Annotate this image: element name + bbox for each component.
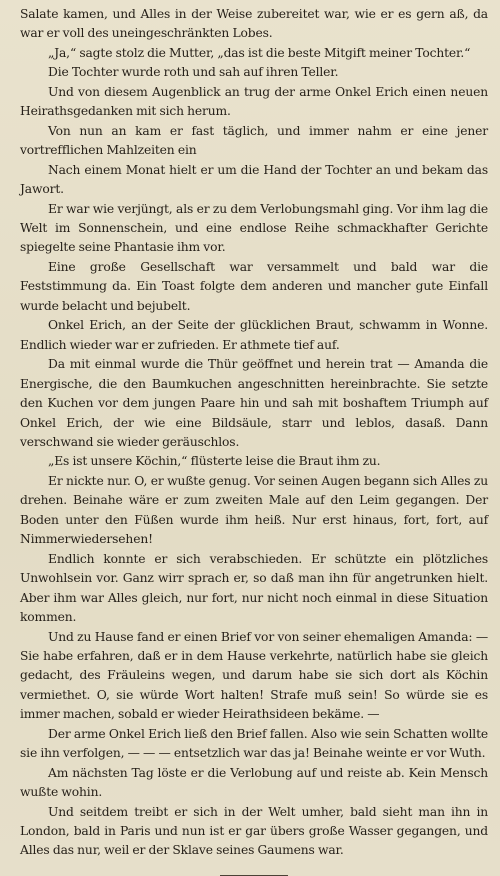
article-paragraph: Und von diesem Augenblick an trug der arme Onkel Erich einen neuen Heirathsgedanken mit sich herum. — [20, 84, 488, 119]
article-paragraph: Er war wie verjüngt, als er zu dem Verlobungsmahl ging. Vor ihm lag die Welt im Sonnenschein, und eine endlose Reihe schmackhafter Gerichte spiegelte seine Phantasie ihm vor. — [20, 201, 488, 255]
article-paragraph: „Es ist unsere Köchin,“ flüsterte leise die Braut ihm zu. — [48, 454, 381, 469]
article-paragraph: Nach einem Monat hielt er um die Hand der Tochter an und bekam das Jawort. — [20, 162, 488, 197]
article-paragraph: Da mit einmal wurde die Thür geöffnet und herein trat — Amanda die Energische, die den Baumkuchen angeschnitten hereinbrachte. Sie setzte den Kuchen vor dem jungen Paare hin und sah mit boshaftem Triumph auf Onkel Erich, der wie eine Bildsäule, starr und leblos, dasaß. Dann verschwand sie wieder geräuschlos. — [20, 357, 488, 449]
article-paragraph: Von nun an kam er fast täglich, und immer nahm er eine jener vortrefflichen Mahlzeiten ein — [20, 123, 488, 158]
article-paragraph: Der arme Onkel Erich ließ den Brief fallen. Also wie sein Schatten wollte sie ihn verfolgen, — — — entsetzlich war das ja! Beinahe weinte er vor Wuth. — [20, 726, 488, 761]
article-paragraph: Eine große Gesellschaft war versammelt und bald war die Feststimmung da. Ein Toast folgte dem anderen und mancher gute Einfall wurde belacht und bejubelt. — [20, 259, 488, 313]
article-paragraph: Und seitdem treibt er sich in der Welt umher, bald sieht man ihn in London, bald in Paris und nun ist er gar übers große Wasser gegangen, und Alles das nur, weil er der Sklave seines Gaumens war. — [20, 804, 488, 858]
article-paragraph: Salate kamen, und Alles in der Weise zubereitet war, wie er es gern aß, da war er voll des uneingeschränkten Lobes. — [20, 7, 488, 41]
article-paragraph: Endlich konnte er sich verabschieden. Er schützte ein plötzliches Unwohlsein vor. Ganz wirr sprach er, so daß man ihn für angetrunken hielt. Aber ihm war Alles gleich, nur fort, nur nicht noch einmal in diese Situation kommen. — [20, 551, 488, 625]
article-paragraph: Onkel Erich, an der Seite der glücklichen Braut, schwamm in Wonne. Endlich wieder war er zufrieden. Er athmete tief auf. — [20, 318, 488, 352]
article-paragraph: „Ja,“ sagte stolz die Mutter, „das ist die beste Mitgift meiner Tochter.“ — [48, 45, 471, 60]
article-paragraph: Und zu Hause fand er einen Brief vor von seiner ehemaligen Amanda: — Sie habe erfahren, daß er in dem Hause verkehrte, natürlich habe sie gleich gedacht, des Fräuleins wegen, und darum habe sie sich dort als Köchin vermiethet. O, sie würde Wort halten! Strafe muß sein! So würde sie es immer machen, sobald er wieder Heirathsideen bekäme. — — [20, 629, 488, 722]
article-paragraph: Er nickte nur. O, er wußte genug. Vor seinen Augen begann sich Alles zu drehen. Beinahe wäre er zum zweiten Male auf den Leim gegangen. Der Boden unter den Füßen wurde ihm heiß. Nur erst hinaus, fort, fort, auf Nimmerwiedersehen! — [20, 473, 488, 547]
article-body — [20, 5, 488, 861]
article-paragraph: Die Tochter wurde roth und sah auf ihren Teller. — [48, 65, 339, 80]
article-paragraph: Am nächsten Tag löste er die Verlobung auf und reiste ab. Kein Mensch wußte wohin. — [20, 765, 488, 800]
